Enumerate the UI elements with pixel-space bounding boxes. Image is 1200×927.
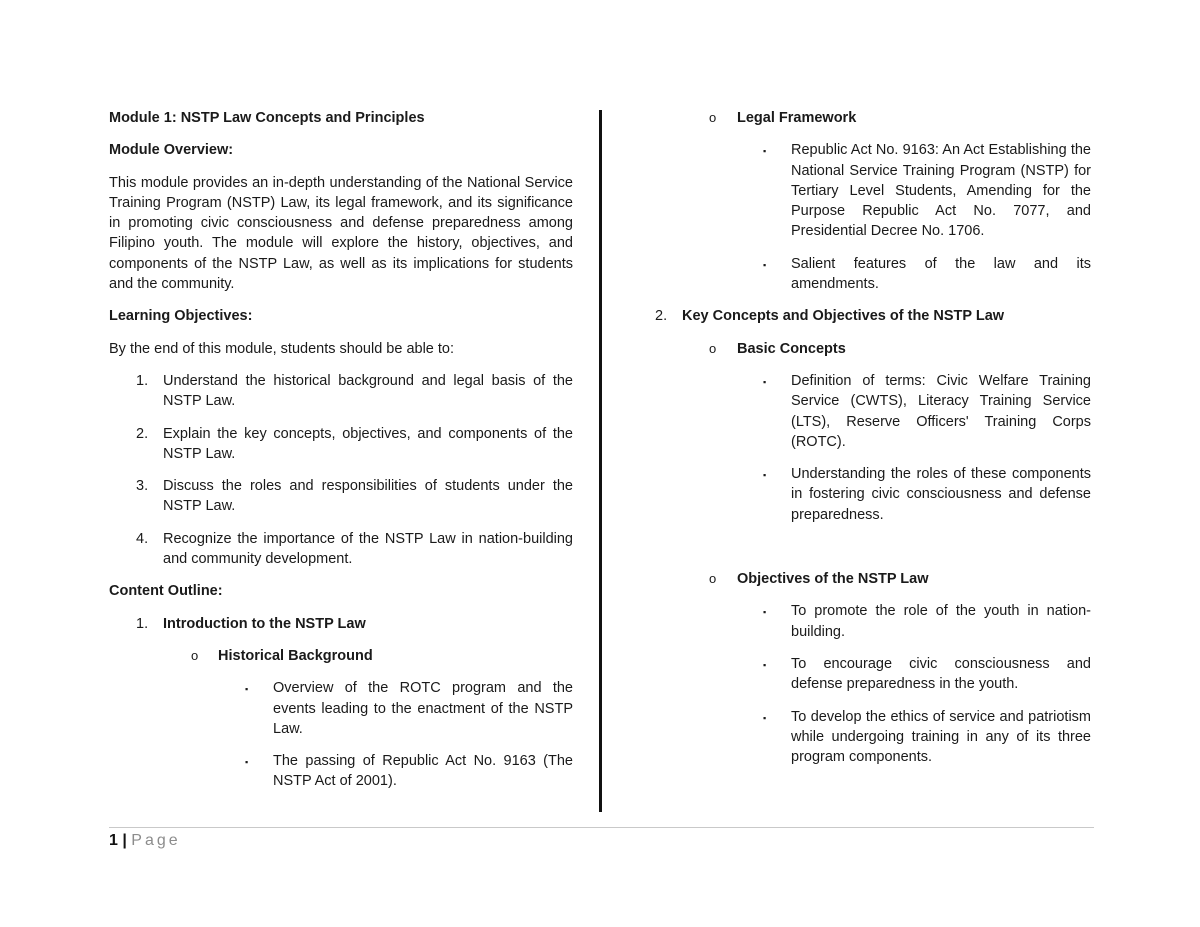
subsection-basic [651, 339, 1091, 359]
square-bullet-icon: ▪ [763, 259, 767, 270]
overview-text: This module provides an in-depth understanding of the National Service Training Program (NSTP) Law, its legal framework, and its significance in promoting civic consciousness and defense preparedness among Filipino youth. The module will explore the history, objectives, and components of the NSTP Law, as well as its implications for students and the community. [109, 174, 573, 293]
bullet-item [109, 751, 573, 792]
bullet-item [651, 464, 1091, 525]
bullet-text: Overview of the ROTC program and the events leading to the enactment of the NSTP Law. [273, 680, 573, 737]
left-column [109, 108, 573, 792]
bullet-text: To develop the ethics of service and patriotism while undergoing training in any of its three program components. [791, 708, 1091, 766]
module-title: Module 1: NSTP Law Concepts and Principles [109, 110, 425, 126]
objective-text: Discuss the roles and responsibilities of students under the NSTP Law. [163, 478, 573, 515]
bullet-item [651, 140, 1091, 241]
circle-bullet-icon: o [709, 340, 717, 356]
square-bullet-icon: ▪ [763, 376, 767, 387]
outline-label: Key Concepts and Objectives of the NSTP Law [682, 308, 1005, 325]
bullet-item [651, 371, 1091, 452]
page-label: Page [131, 832, 181, 849]
bullet-text: Republic Act No. 9163: An Act Establishing the National Service Training Program (NSTP) for Tertiary Level Students, Amending for the Purpose Republic Act No. 7077, and Presidential Decree No. 1706. [791, 142, 1091, 240]
right-column [651, 108, 1091, 767]
square-bullet-icon: ▪ [763, 146, 767, 157]
bullet-item [651, 601, 1091, 642]
list-number: 1. [136, 372, 149, 389]
square-bullet-icon: ▪ [245, 684, 249, 695]
objectives-heading: Learning Objectives: [109, 308, 253, 325]
bullet-item [109, 678, 573, 739]
list-number: 2. [655, 308, 668, 325]
circle-bullet-icon: o [709, 571, 717, 587]
bullet-text: To promote the role of the youth in nation-building. [791, 603, 1091, 640]
outline-heading: Content Outline: [109, 583, 223, 600]
subsection-label: Historical Background [218, 647, 373, 664]
bullet-item [651, 654, 1091, 695]
subsection-label: Legal Framework [737, 110, 857, 126]
bullet-text: To encourage civic consciousness and defense preparedness in the youth. [791, 655, 1091, 693]
bullet-text: Understanding the roles of these components in fostering civic consciousness and defense preparedness. [791, 466, 1091, 523]
square-bullet-icon: ▪ [763, 659, 767, 670]
column-divider [599, 110, 602, 812]
objective-item [109, 371, 573, 412]
objective-text: Understand the historical background and legal basis of the NSTP Law. [163, 372, 573, 410]
subsection-objectives [651, 569, 1091, 589]
bullet-text: The passing of Republic Act No. 9163 (The NSTP Act of 2001). [273, 753, 573, 790]
bullet-text: Salient features of the law and its amendments. [791, 255, 1091, 293]
page-footer [109, 831, 181, 851]
subsection-legal [651, 108, 1091, 128]
square-bullet-icon: ▪ [245, 757, 249, 768]
objective-item [109, 529, 573, 570]
objective-item [109, 424, 573, 465]
outline-item-1 [109, 614, 573, 634]
objective-item [109, 476, 573, 517]
list-number: 3. [136, 478, 149, 495]
subsection-label: Objectives of the NSTP Law [737, 571, 929, 588]
page-number: 1 [109, 832, 118, 849]
subsection-historical [109, 646, 573, 666]
list-number: 1. [136, 615, 149, 632]
circle-bullet-icon: o [191, 647, 199, 663]
objectives-intro: By the end of this module, students should be able to: [109, 340, 455, 357]
objective-text: Explain the key concepts, objectives, and components of the NSTP Law. [163, 425, 573, 462]
list-number: 2. [136, 425, 149, 442]
outline-label: Introduction to the NSTP Law [163, 615, 366, 632]
bullet-item [651, 254, 1091, 295]
footer-rule [109, 827, 1094, 828]
circle-bullet-icon: o [709, 110, 717, 125]
footer-separator: | [122, 832, 127, 849]
list-number: 4. [136, 530, 149, 547]
overview-heading: Module Overview: [109, 142, 234, 159]
square-bullet-icon: ▪ [763, 470, 767, 481]
bullet-item [651, 707, 1091, 768]
bullet-text: Definition of terms: Civic Welfare Training Service (CWTS), Literacy Training Service (LTS), Reserve Officers' Training Corps (ROTC). [791, 372, 1091, 450]
objective-text: Recognize the importance of the NSTP Law in nation-building and community development. [163, 530, 573, 568]
subsection-label: Basic Concepts [737, 340, 846, 357]
outline-item-2 [651, 306, 1091, 326]
square-bullet-icon: ▪ [763, 607, 767, 618]
square-bullet-icon: ▪ [763, 712, 767, 723]
